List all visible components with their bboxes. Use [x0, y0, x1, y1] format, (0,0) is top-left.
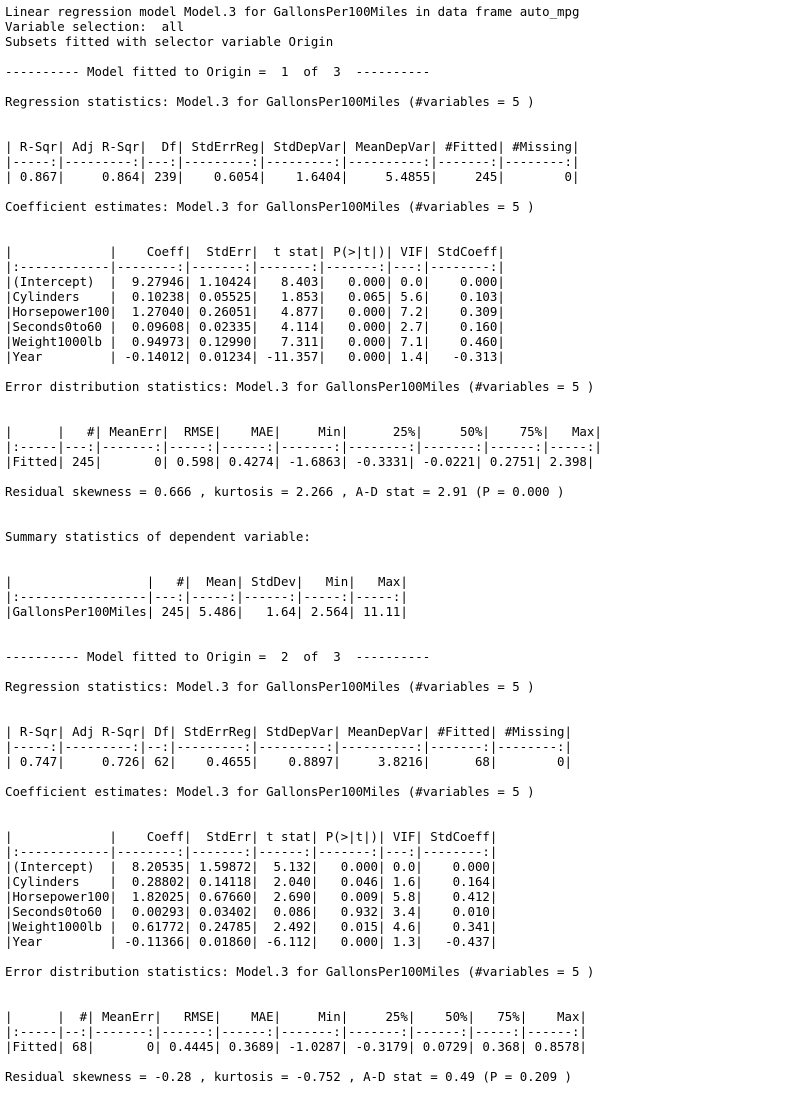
console-line: |:-----|--:|-------:|------:|------:|-------:|-------:|------:|-----:|------:| — [5, 1024, 587, 1039]
console-line: |Cylinders | 0.10238| 0.05525| 1.853| 0.065| 5.6| 0.103| — [5, 289, 505, 304]
console-line: |(Intercept) | 8.20535| 1.59872| 5.132| 0.000| 0.0| 0.000| — [5, 859, 498, 874]
console-line: | | Coeff| StdErr| t stat| P(>|t|)| VIF| StdCoeff| — [5, 244, 505, 259]
console-line — [5, 1054, 796, 1069]
console-line: | R-Sqr| Adj R-Sqr| Df| StdErrReg| StdDepVar| MeanDepVar| #Fitted| #Missing| — [5, 139, 580, 154]
console-line: Residual skewness = -0.28 , kurtosis = -0.752 , A-D stat = 0.49 (P = 0.209 ) — [5, 1069, 572, 1084]
console-line: |Cylinders | 0.28802| 0.14118| 2.040| 0.046| 1.6| 0.164| — [5, 874, 498, 889]
console-line: | | Coeff| StdErr| t stat| P(>|t|)| VIF| StdCoeff| — [5, 829, 498, 844]
console-line: | | #| Mean| StdDev| Min| Max| — [5, 574, 408, 589]
console-line: Variable selection: all — [5, 19, 185, 34]
console-line — [5, 184, 796, 199]
console-line — [5, 499, 796, 514]
console-line: |Fitted| 68| 0| 0.4445| 0.3689| -1.0287| -0.3179| 0.0729| 0.368| 0.8578| — [5, 1039, 587, 1054]
console-line — [5, 664, 796, 679]
console-line — [5, 364, 796, 379]
console-line: Linear regression model Model.3 for GallonsPer100Miles in data frame auto_mpg — [5, 4, 580, 19]
console-line — [5, 49, 796, 64]
console-line: Error distribution statistics: Model.3 for GallonsPer100Miles (#variables = 5 ) — [5, 964, 595, 979]
console-line — [5, 514, 796, 529]
console-line: ---------- Model fitted to Origin = 1 of 3 ---------- — [5, 64, 431, 79]
console-line: Regression statistics: Model.3 for GallonsPer100Miles (#variables = 5 ) — [5, 679, 535, 694]
console-line — [5, 394, 796, 409]
console-line — [5, 634, 796, 649]
console-line: |(Intercept) | 9.27946| 1.10424| 8.403| 0.000| 0.0| 0.000| — [5, 274, 505, 289]
console-line — [5, 814, 796, 829]
console-line: |-----:|---------:|--:|---------:|---------:|----------:|-------:|--------:| — [5, 739, 572, 754]
console-line: | | #| MeanErr| RMSE| MAE| Min| 25%| 50%| 75%| Max| — [5, 1009, 587, 1024]
console-line — [5, 559, 796, 574]
console-line: Residual skewness = 0.666 , kurtosis = 2.266 , A-D stat = 2.91 (P = 0.000 ) — [5, 484, 565, 499]
console-line: |:-----|---:|-------:|-----:|------:|-------:|--------:|-------:|------:|-----:| — [5, 439, 602, 454]
console-line: Coefficient estimates: Model.3 for GallonsPer100Miles (#variables = 5 ) — [5, 199, 535, 214]
console-line: Subsets fitted with selector variable Origin — [5, 34, 334, 49]
console-line — [5, 229, 796, 244]
console-line: |Year | -0.14012| 0.01234| -11.357| 0.000| 1.4| -0.313| — [5, 349, 505, 364]
console-line: Regression statistics: Model.3 for GallonsPer100Miles (#variables = 5 ) — [5, 94, 535, 109]
console-line: |Horsepower100| 1.82025| 0.67660| 2.690| 0.009| 5.8| 0.412| — [5, 889, 498, 904]
console-line: | 0.747| 0.726| 62| 0.4655| 0.8897| 3.8216| 68| 0| — [5, 754, 572, 769]
console-line — [5, 694, 796, 709]
console-line — [5, 124, 796, 139]
console-line — [5, 409, 796, 424]
console-line: Error distribution statistics: Model.3 for GallonsPer100Miles (#variables = 5 ) — [5, 379, 595, 394]
console-line: |:------------|--------:|-------:|-------:|-------:|---:|--------:| — [5, 259, 505, 274]
console-line — [5, 214, 796, 229]
console-line: |Seconds0to60 | 0.00293| 0.03402| 0.086| 0.932| 3.4| 0.010| — [5, 904, 498, 919]
console-line — [5, 769, 796, 784]
console-line: |Year | -0.11366| 0.01860| -6.112| 0.000| 1.3| -0.437| — [5, 934, 498, 949]
console-line — [5, 109, 796, 124]
console-line — [5, 709, 796, 724]
console-line: Coefficient estimates: Model.3 for GallonsPer100Miles (#variables = 5 ) — [5, 784, 535, 799]
console-line — [5, 994, 796, 1009]
console-line: Summary statistics of dependent variable: — [5, 529, 311, 544]
console-line: |-----:|---------:|---:|---------:|---------:|----------:|-------:|--------:| — [5, 154, 580, 169]
console-line: |:-----------------|---:|-----:|------:|-----:|-----:| — [5, 589, 408, 604]
console-line: ---------- Model fitted to Origin = 2 of 3 ---------- — [5, 649, 431, 664]
console-line — [5, 799, 796, 814]
console-line: |Weight1000lb | 0.61772| 0.24785| 2.492| 0.015| 4.6| 0.341| — [5, 919, 498, 934]
console-line — [5, 949, 796, 964]
console-line: |Fitted| 245| 0| 0.598| 0.4274| -1.6863| -0.3331| -0.0221| 0.2751| 2.398| — [5, 454, 595, 469]
console-line — [5, 544, 796, 559]
console-line: | | #| MeanErr| RMSE| MAE| Min| 25%| 50%| 75%| Max| — [5, 424, 602, 439]
console-line — [5, 619, 796, 634]
console-line: |:------------|--------:|-------:|------:|-------:|---:|--------:| — [5, 844, 498, 859]
console-line — [5, 79, 796, 94]
console-line: | 0.867| 0.864| 239| 0.6054| 1.6404| 5.4855| 245| 0| — [5, 169, 580, 184]
console-line: |Horsepower100| 1.27040| 0.26051| 4.877| 0.000| 7.2| 0.309| — [5, 304, 505, 319]
console-line: |Weight1000lb | 0.94973| 0.12990| 7.311| 0.000| 7.1| 0.460| — [5, 334, 505, 349]
console-line: | R-Sqr| Adj R-Sqr| Df| StdErrReg| StdDepVar| MeanDepVar| #Fitted| #Missing| — [5, 724, 572, 739]
console-line: |GallonsPer100Miles| 245| 5.486| 1.64| 2.564| 11.11| — [5, 604, 408, 619]
console-line: |Seconds0to60 | 0.09608| 0.02335| 4.114| 0.000| 2.7| 0.160| — [5, 319, 505, 334]
console-line — [5, 979, 796, 994]
console-line — [5, 469, 796, 484]
